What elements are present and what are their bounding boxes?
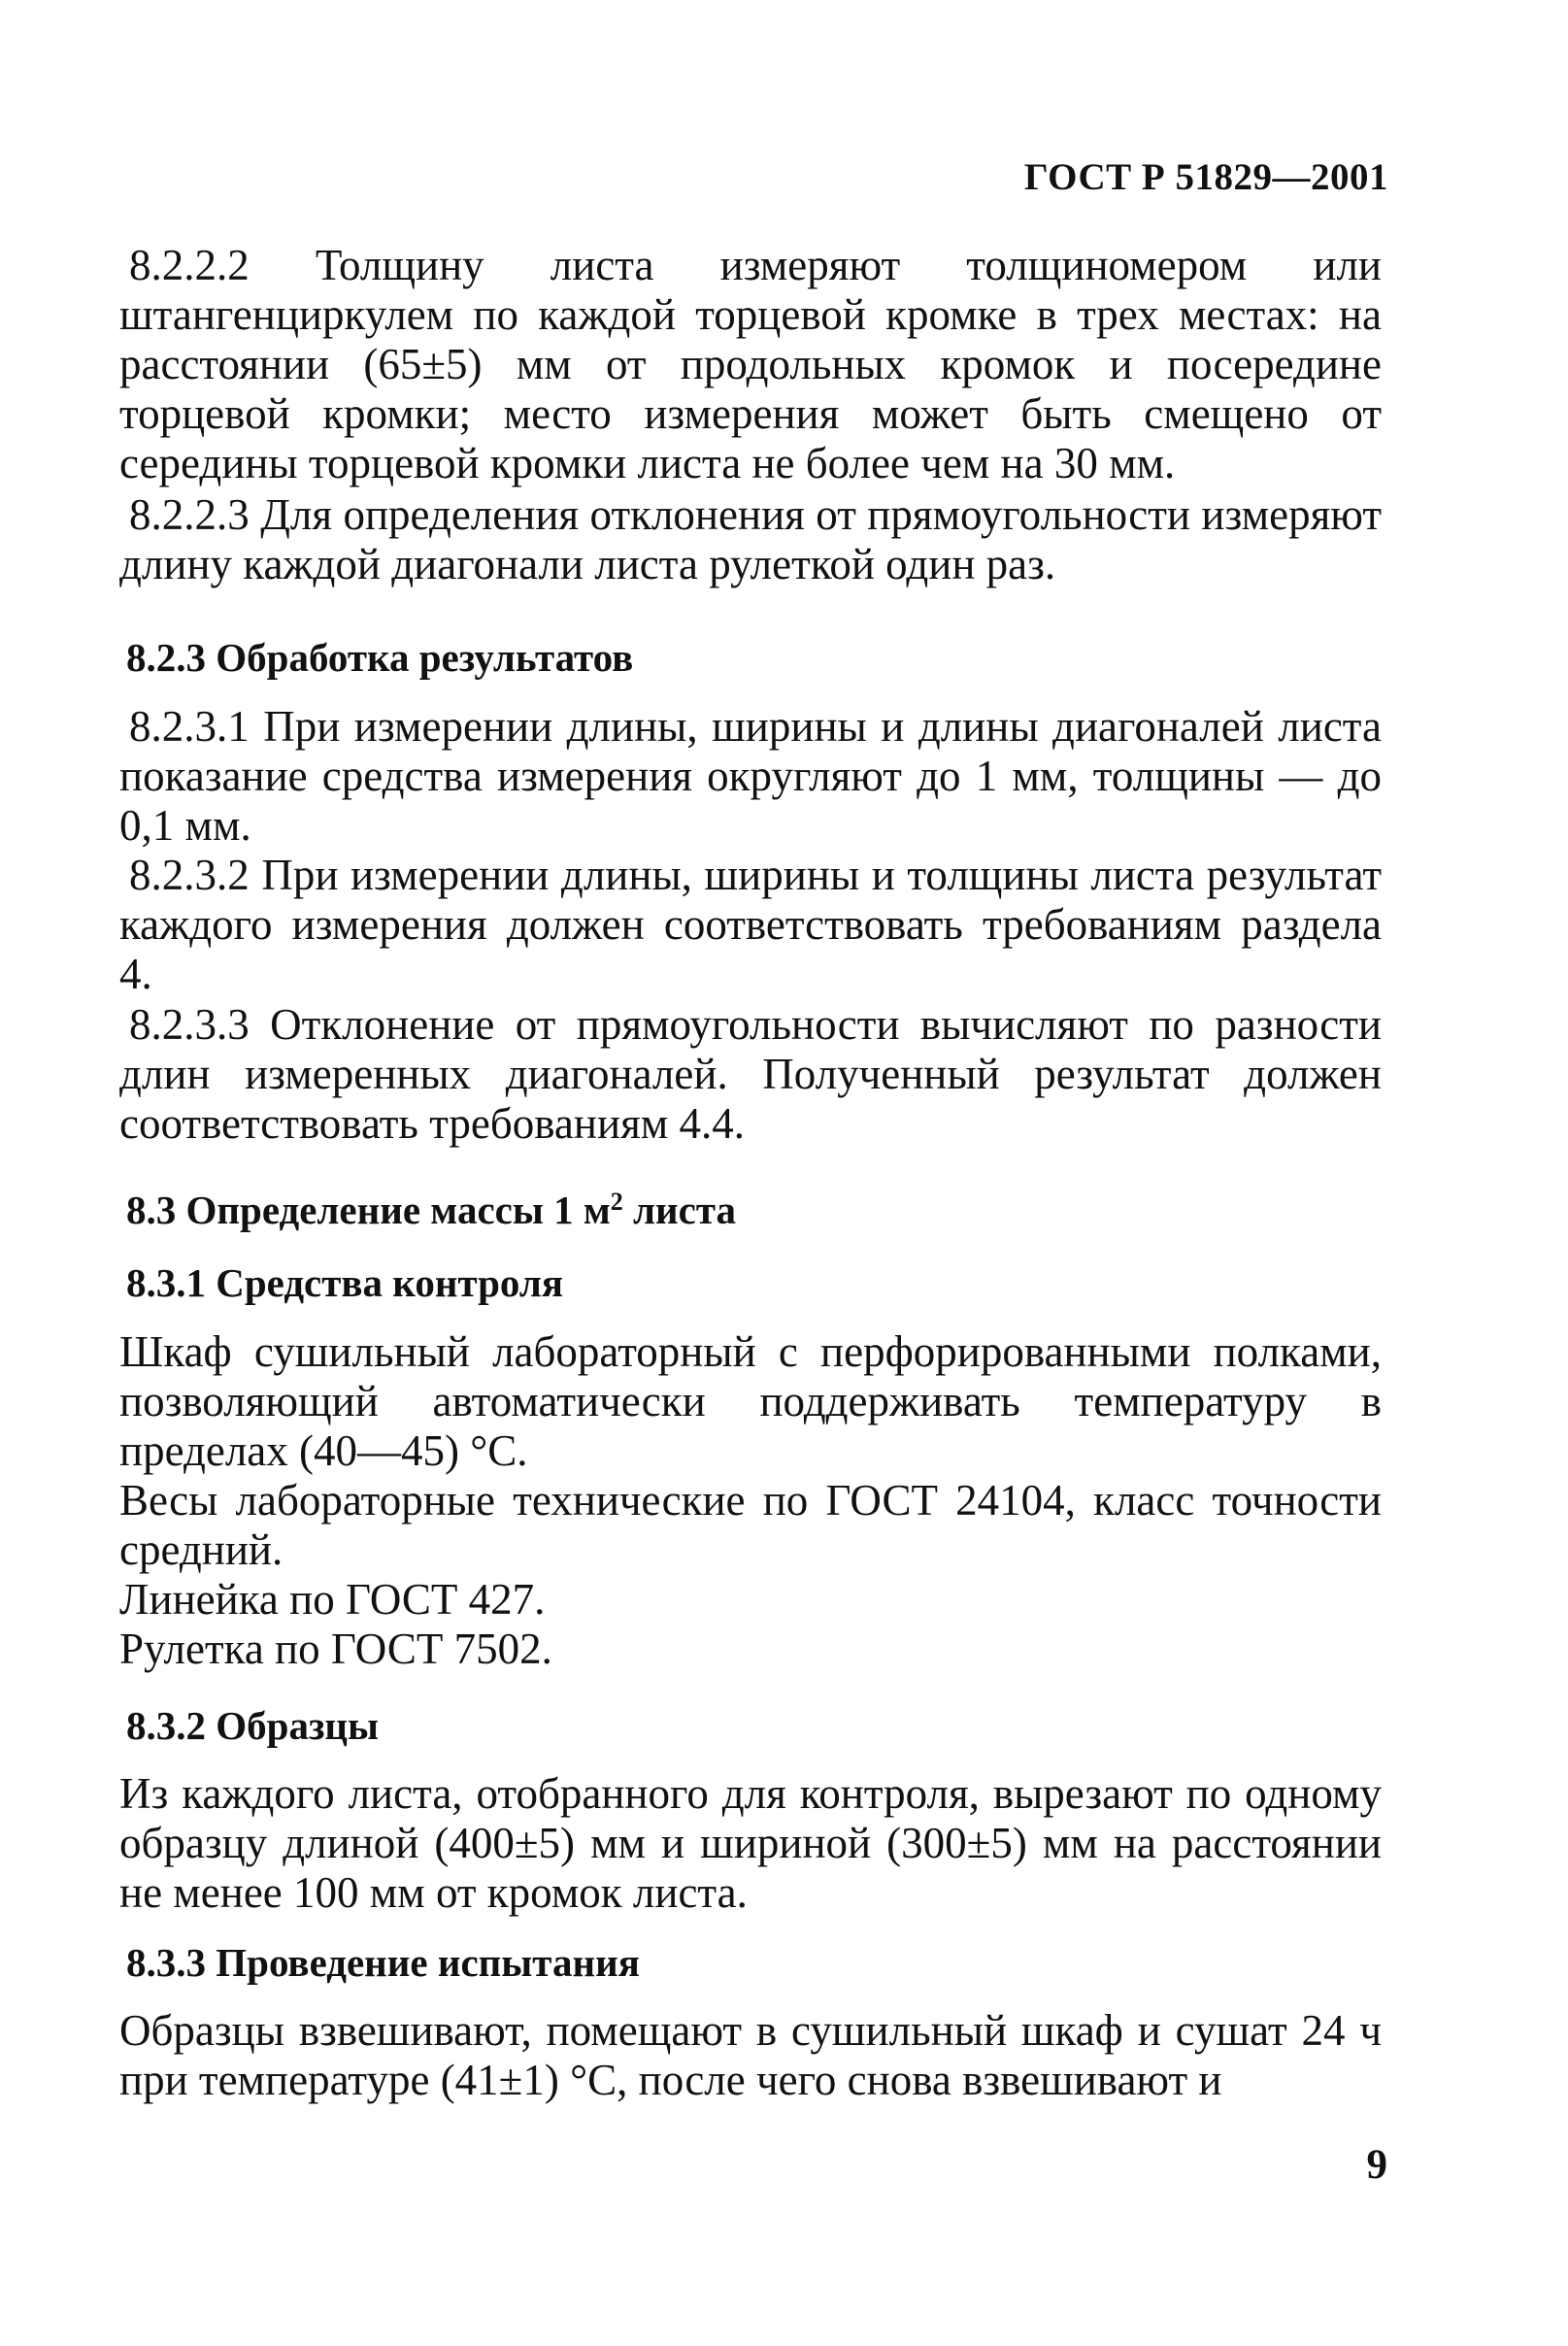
paragraph-samples: Из каждого листа, отобранного для контроля, вырезают по одному образцу длиной (400±5) мм и шириной (300±5) мм на расстоянии не менее 100 мм от кромок листа. [119,1769,1382,1917]
heading-8-3-superscript: 2 [610,1188,623,1216]
heading-8-3 [126,1187,736,1233]
heading-8-3-text: 8.3 Определение массы 1 м [126,1188,611,1232]
paragraph-ruler: Линейка по ГОСТ 427. [119,1575,546,1624]
paragraph-drying-cabinet: Шкаф сушильный лабораторный с перфорированными полками, позволяющий автоматически поддерживать температуру в пределах (40—45) °С. [119,1327,1382,1475]
heading-8-3-2: 8.3.2 Образцы [126,1703,380,1748]
heading-8-3-1: 8.3.1 Средства контроля [126,1260,564,1305]
heading-8-2-3: 8.2.3 Обработка результатов [126,635,634,680]
paragraph-8-2-3-3: 8.2.3.3 Отклонение от прямоугольности вычисляют по разности длин измеренных диагоналей. Полученный результат должен соответствовать требованиям 4.4. [119,1000,1382,1148]
paragraph-8-2-3-1: 8.2.3.1 При измерении длины, ширины и длины диагоналей листа показание средства измерения округляют до 1 мм, толщины — до 0,1 мм. [119,702,1382,850]
page-number: 9 [1366,2142,1387,2188]
paragraph-scales: Весы лабораторные технические по ГОСТ 24104, класс точности средний. [119,1476,1382,1574]
heading-8-3-3: 8.3.3 Проведение испытания [126,1940,640,1985]
heading-8-3-suffix: листа [622,1188,737,1232]
paragraph-test-procedure: Образцы взвешивают, помещают в сушильный шкаф и сушат 24 ч при температуре (41±1) °С, после чего снова взвешивают и [119,2006,1382,2104]
paragraph-8-2-3-2: 8.2.3.2 При измерении длины, ширины и толщины листа результат каждого измерения должен соответствовать требованиям раздела 4. [119,851,1382,998]
paragraph-8-2-2-2: 8.2.2.2 Толщину листа измеряют толщиномером или штангенциркулем по каждой торцевой кромке в трех местах: на расстоянии (65±5) мм от продольных кромок и посередине торцевой кромки; место измерения может быть смещено от середины торцевой кромки листа не более чем на 30 мм. [119,241,1382,487]
document-code: ГОСТ Р 51829—2001 [1023,156,1388,198]
paragraph-8-2-2-3: 8.2.2.3 Для определения отклонения от прямоугольности измеряют длину каждой диагонали листа рулеткой один раз. [119,490,1382,588]
paragraph-tape-measure: Рулетка по ГОСТ 7502. [119,1625,552,1673]
